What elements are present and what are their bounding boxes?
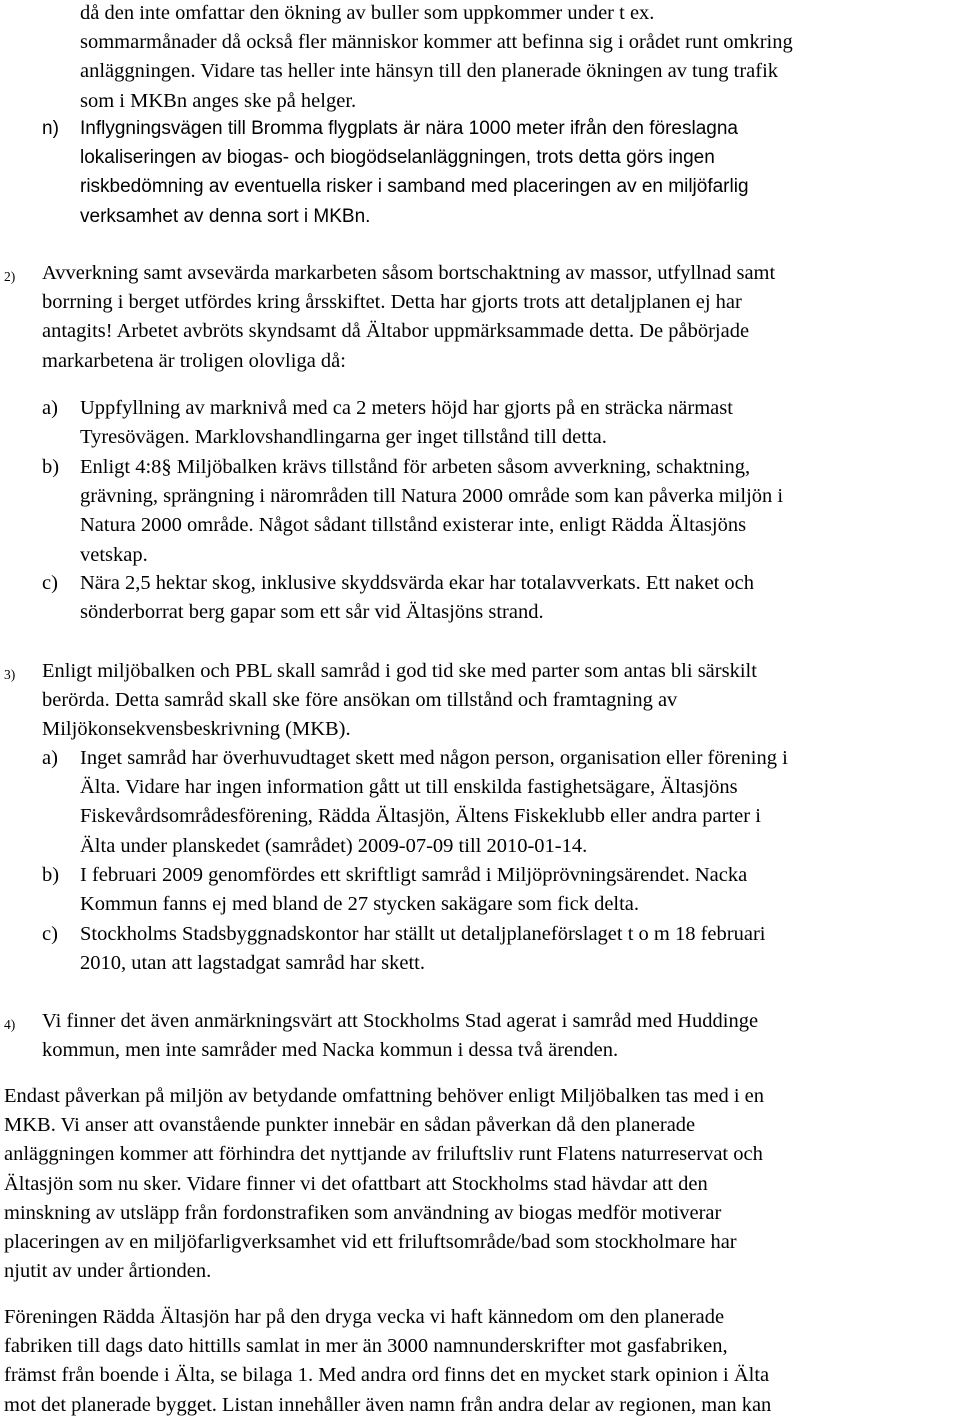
section-3-number: 3) [4, 667, 16, 682]
section-2-item-c-label: c) [42, 572, 58, 594]
section-3-item-c-label: c) [42, 923, 58, 945]
section-3-text: Enligt miljöbalken och PBL skall samråd i god tid ske med parter som antas bli särskilt berörda. Detta samråd skall ske före ansökan om tillstånd och framtagning av Miljökonsekvensbeskrivning (MKB). [42, 660, 757, 741]
section-3-item-c-text: Stockholms Stadsbyggnadskontor har ställt ut detaljplaneförslaget t o m 18 februari 2010, utan att lagstadgat samråd har skett. [80, 923, 766, 975]
section-3-item-b-label: b) [42, 864, 60, 886]
section-2-item-b-label: b) [42, 456, 60, 478]
section-2-item-a-text: Uppfyllning av marknivå med ca 2 meters höjd har gjorts på en sträcka närmast Tyresövägen. Marklovshandlingarna ger inget tillstånd till detta. [80, 397, 733, 449]
item-n-text: Inflygningsvägen till Bromma flygplats är nära 1000 meter ifrån den föreslagna lokaliseringen av biogas- och biogödselanläggningen, trots detta görs ingen riskbedömning av eventuella risker i samband med placeringen av en miljöfarlig verksamhet av denna sort i MKBn. [80, 118, 749, 227]
section-2-item-b-text: Enligt 4:8§ Miljöbalken krävs tillstånd för arbeten såsom avverkning, schaktning, grävning, sprängning i närområden till Natura 2000 område som kan påverka miljön i Natura 2000 område. Något sådant tillstånd existerar inte, enligt Rädda Ältasjöns vetskap. [80, 456, 784, 566]
section-2-number: 2) [4, 269, 16, 284]
intro-paragraph: då den inte omfattar den ökning av buller som uppkommer under t ex. sommarmånader då också fler människor kommer att befinna sig i orådet runt omkring anläggningen. Vidare tas heller inte hänsyn till den planerade ökningen av tung trafik som i MKBn anges ske på helger. [80, 2, 793, 112]
section-3-item-a-label: a) [42, 747, 58, 769]
section-2-item-c-text: Nära 2,5 hektar skog, inklusive skyddsvärda ekar har totalavverkats. Ett naket och sönderborrat berg gapar som ett sår vid Ältasjöns strand. [80, 572, 755, 624]
body-paragraph-1: Endast påverkan på miljön av betydande omfattning behöver enligt Miljöbalken tas med i en MKB. Vi anser att ovanstående punkter innebär en sådan påverkan då den planerade anläggningen kommer att förhindra det nyttjande av friluftsliv runt Flatens naturreservat och Ältasjön som nu sker. Vidare finner vi det ofattbart att Stockholms stad hävdar att den minskning av utsläpp från fordonstrafiken som användning av biogas medför motiverar placeringen av en miljöfarligverksamhet vid ett friluftsområde/bad som stockholmare har njutit av under årtionden. [4, 1085, 765, 1283]
body-paragraph-2: Föreningen Rädda Ältasjön har på den dryga vecka vi haft kännedom om den planerade fabriken till dags dato hittills samlat in mer än 3000 namnunderskrifter mot gasfabriken, främst från boende i Älta, se bilaga 1. Med andra ord finns det en mycket stark opinion i Älta mot det planerade bygget. Listan innehåller även namn från andra delar av regionen, man kan [4, 1306, 772, 1416]
section-2-item-a-label: a) [42, 397, 58, 419]
section-3-item-b-text: I februari 2009 genomfördes ett skriftligt samråd i Miljöprövningsärendet. Nacka Kommun fanns ej med bland de 27 stycken sakägare som fick delta. [80, 864, 748, 916]
section-4-text: Vi finner det även anmärkningsvärt att Stockholms Stad agerat i samråd med Huddinge kommun, men inte samråder med Nacka kommun i dessa två ärenden. [42, 1010, 759, 1062]
section-3-item-a-text: Inget samråd har överhuvudtaget skett med någon person, organisation eller förening i Älta. Vidare har ingen information gått ut till enskilda fastighetsägare, Ältasjöns Fiskevårdsområdesförening, Rädda Ältasjön, Ältens Fiskeklubb eller andra parter i Älta under planskedet (samrådet) 2009-07-09 till 2010-01-14. [80, 747, 788, 857]
item-n-label: n) [42, 118, 59, 139]
section-2-text: Avverkning samt avsevärda markarbeten såsom bortschaktning av massor, utfyllnad samt borrning i berget utfördes kring årsskiftet. Detta har gjorts trots att detaljplanen ej har antagits! Arbetet avbröts skyndsamt då Ältabor uppmärksammade detta. De påbörjade markarbetena är troligen olovliga då: [42, 262, 776, 372]
section-4-number: 4) [4, 1017, 16, 1032]
